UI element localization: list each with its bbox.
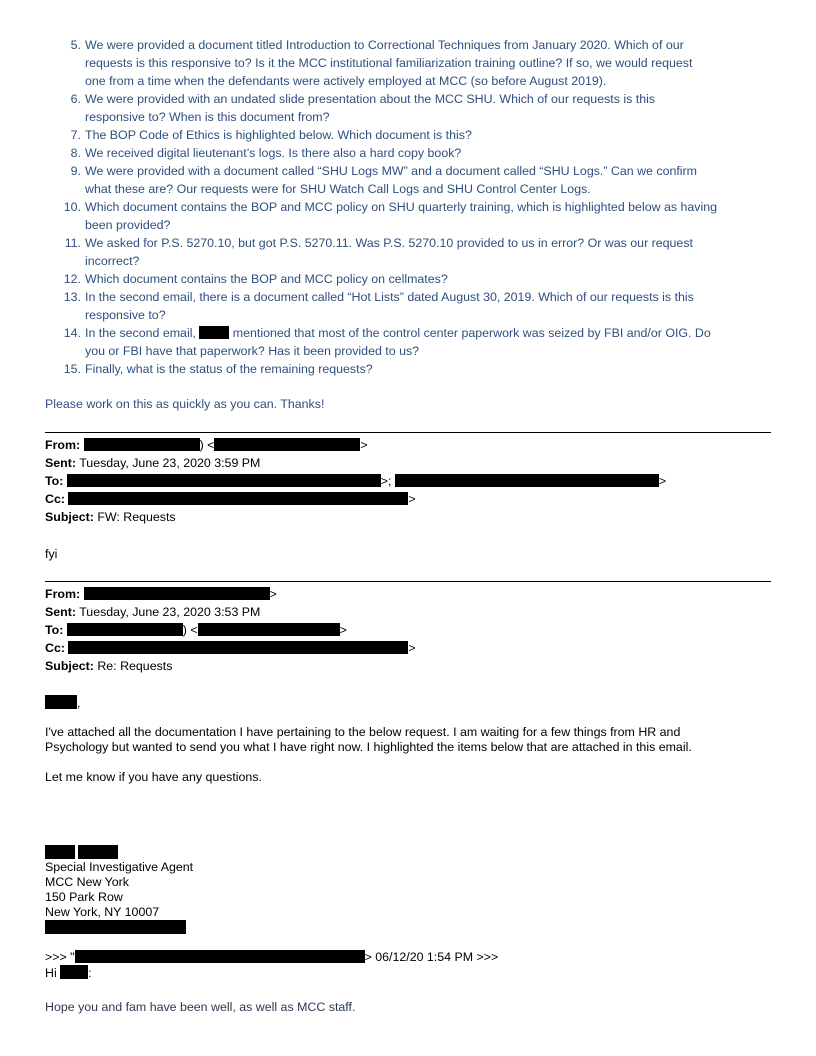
signature-address: 150 Park Row — [45, 890, 123, 904]
list-item: 11. We asked for P.S. 5270.10, but got P.S. 5270.11. Was P.S. 5270.10 provided to us in error? Or was our request incorrect? — [64, 236, 693, 268]
list-item: 8. We received digital lieutenant’s logs. Is there also a hard copy book? — [70, 146, 462, 160]
redaction-bar — [67, 474, 381, 487]
redaction-bar — [395, 474, 659, 487]
redaction-bar — [84, 438, 200, 451]
quoted-greeting: Hi : — [45, 966, 92, 980]
redaction-bar — [67, 623, 183, 636]
list-item: 6. We were provided with an undated slide presentation about the MCC SHU. Which of our requests is this responsive to? When is this document from? — [70, 92, 656, 124]
email-to: To: ) < > — [45, 623, 347, 637]
email-to: To: >; > — [45, 474, 667, 488]
email-paragraph: Let me know if you have any questions. — [45, 770, 262, 784]
greeting-redacted: , — [45, 695, 80, 711]
redaction-bar — [78, 845, 118, 859]
email-from: From: ) < > — [45, 438, 368, 452]
email-body: fyi — [45, 547, 58, 561]
signature-contact-redacted — [45, 920, 186, 936]
signature-title: Special Investigative Agent — [45, 860, 194, 874]
redaction-bar — [75, 950, 365, 963]
list-item: 13. In the second email, there is a document called “Hot Lists” dated August 30, 2019. Which of our requests is this responsive to? — [63, 290, 694, 322]
redaction-bar — [45, 920, 186, 934]
redaction-bar — [45, 845, 75, 859]
redaction-bar — [199, 326, 229, 339]
redaction-bar — [45, 695, 77, 709]
divider — [45, 432, 771, 433]
redaction-bar — [60, 965, 88, 979]
signature-org: MCC New York — [45, 875, 130, 889]
redaction-bar — [68, 492, 408, 505]
redaction-bar — [198, 623, 340, 636]
email-sent: Sent: Tuesday, June 23, 2020 3:53 PM — [45, 605, 261, 619]
redaction-bar — [84, 587, 270, 600]
redaction-bar — [214, 438, 360, 451]
email-sent: Sent: Tuesday, June 23, 2020 3:59 PM — [45, 456, 261, 470]
email-subject: Subject: FW: Requests — [45, 510, 176, 524]
redaction-bar — [68, 641, 408, 654]
quoted-header: >>> " > 06/12/20 1:54 PM >>> — [45, 950, 499, 964]
email-cc: Cc: > — [45, 492, 416, 506]
email-subject: Subject: Re: Requests — [45, 659, 173, 673]
list-item: 10. Which document contains the BOP and MCC policy on SHU quarterly training, which is highlighted below as having been provided? — [63, 200, 718, 232]
signature-address: New York, NY 10007 — [45, 905, 160, 919]
list-item: 15. Finally, what is the status of the remaining requests? — [63, 362, 373, 376]
list-item: 7. The BOP Code of Ethics is highlighted below. Which document is this? — [70, 128, 472, 142]
list-item: 5. We were provided a document titled Introduction to Correctional Techniques from January 2020. Which of our requests is this responsive to? Is it the MCC institutional familiarization training outline? If so, we would request one from a time when the defendants were actively employed at MCC (so before August 2019). — [70, 38, 693, 88]
signature-name-redacted — [45, 845, 118, 861]
divider — [45, 581, 771, 582]
list-item: 9. We were provided with a document called “SHU Logs MW” and a document called “SHU Logs.” Can we confirm what these are? Our requests were for SHU Watch Call Logs and SHU Control Center Logs. — [70, 164, 697, 196]
list-item: 14. In the second email, mentioned that most of the control center paperwork was seized by FBI and/or OIG. Do you or FBI have that paperwork? Has it been provided to us? — [63, 326, 711, 358]
email-cc: Cc: > — [45, 641, 416, 655]
list-item: 12. Which document contains the BOP and MCC policy on cellmates? — [63, 272, 448, 286]
email-paragraph: I've attached all the documentation I have pertaining to the below request. I am waiting for a few things from HR and Psychology but wanted to send you what I have right now. I highlighted the items below that are attached in this email. — [45, 725, 692, 754]
email-from: From: > — [45, 587, 277, 601]
closing-line: Please work on this as quickly as you can. Thanks! — [45, 397, 325, 411]
quoted-line: Hope you and fam have been well, as well as MCC staff. — [45, 1000, 356, 1014]
